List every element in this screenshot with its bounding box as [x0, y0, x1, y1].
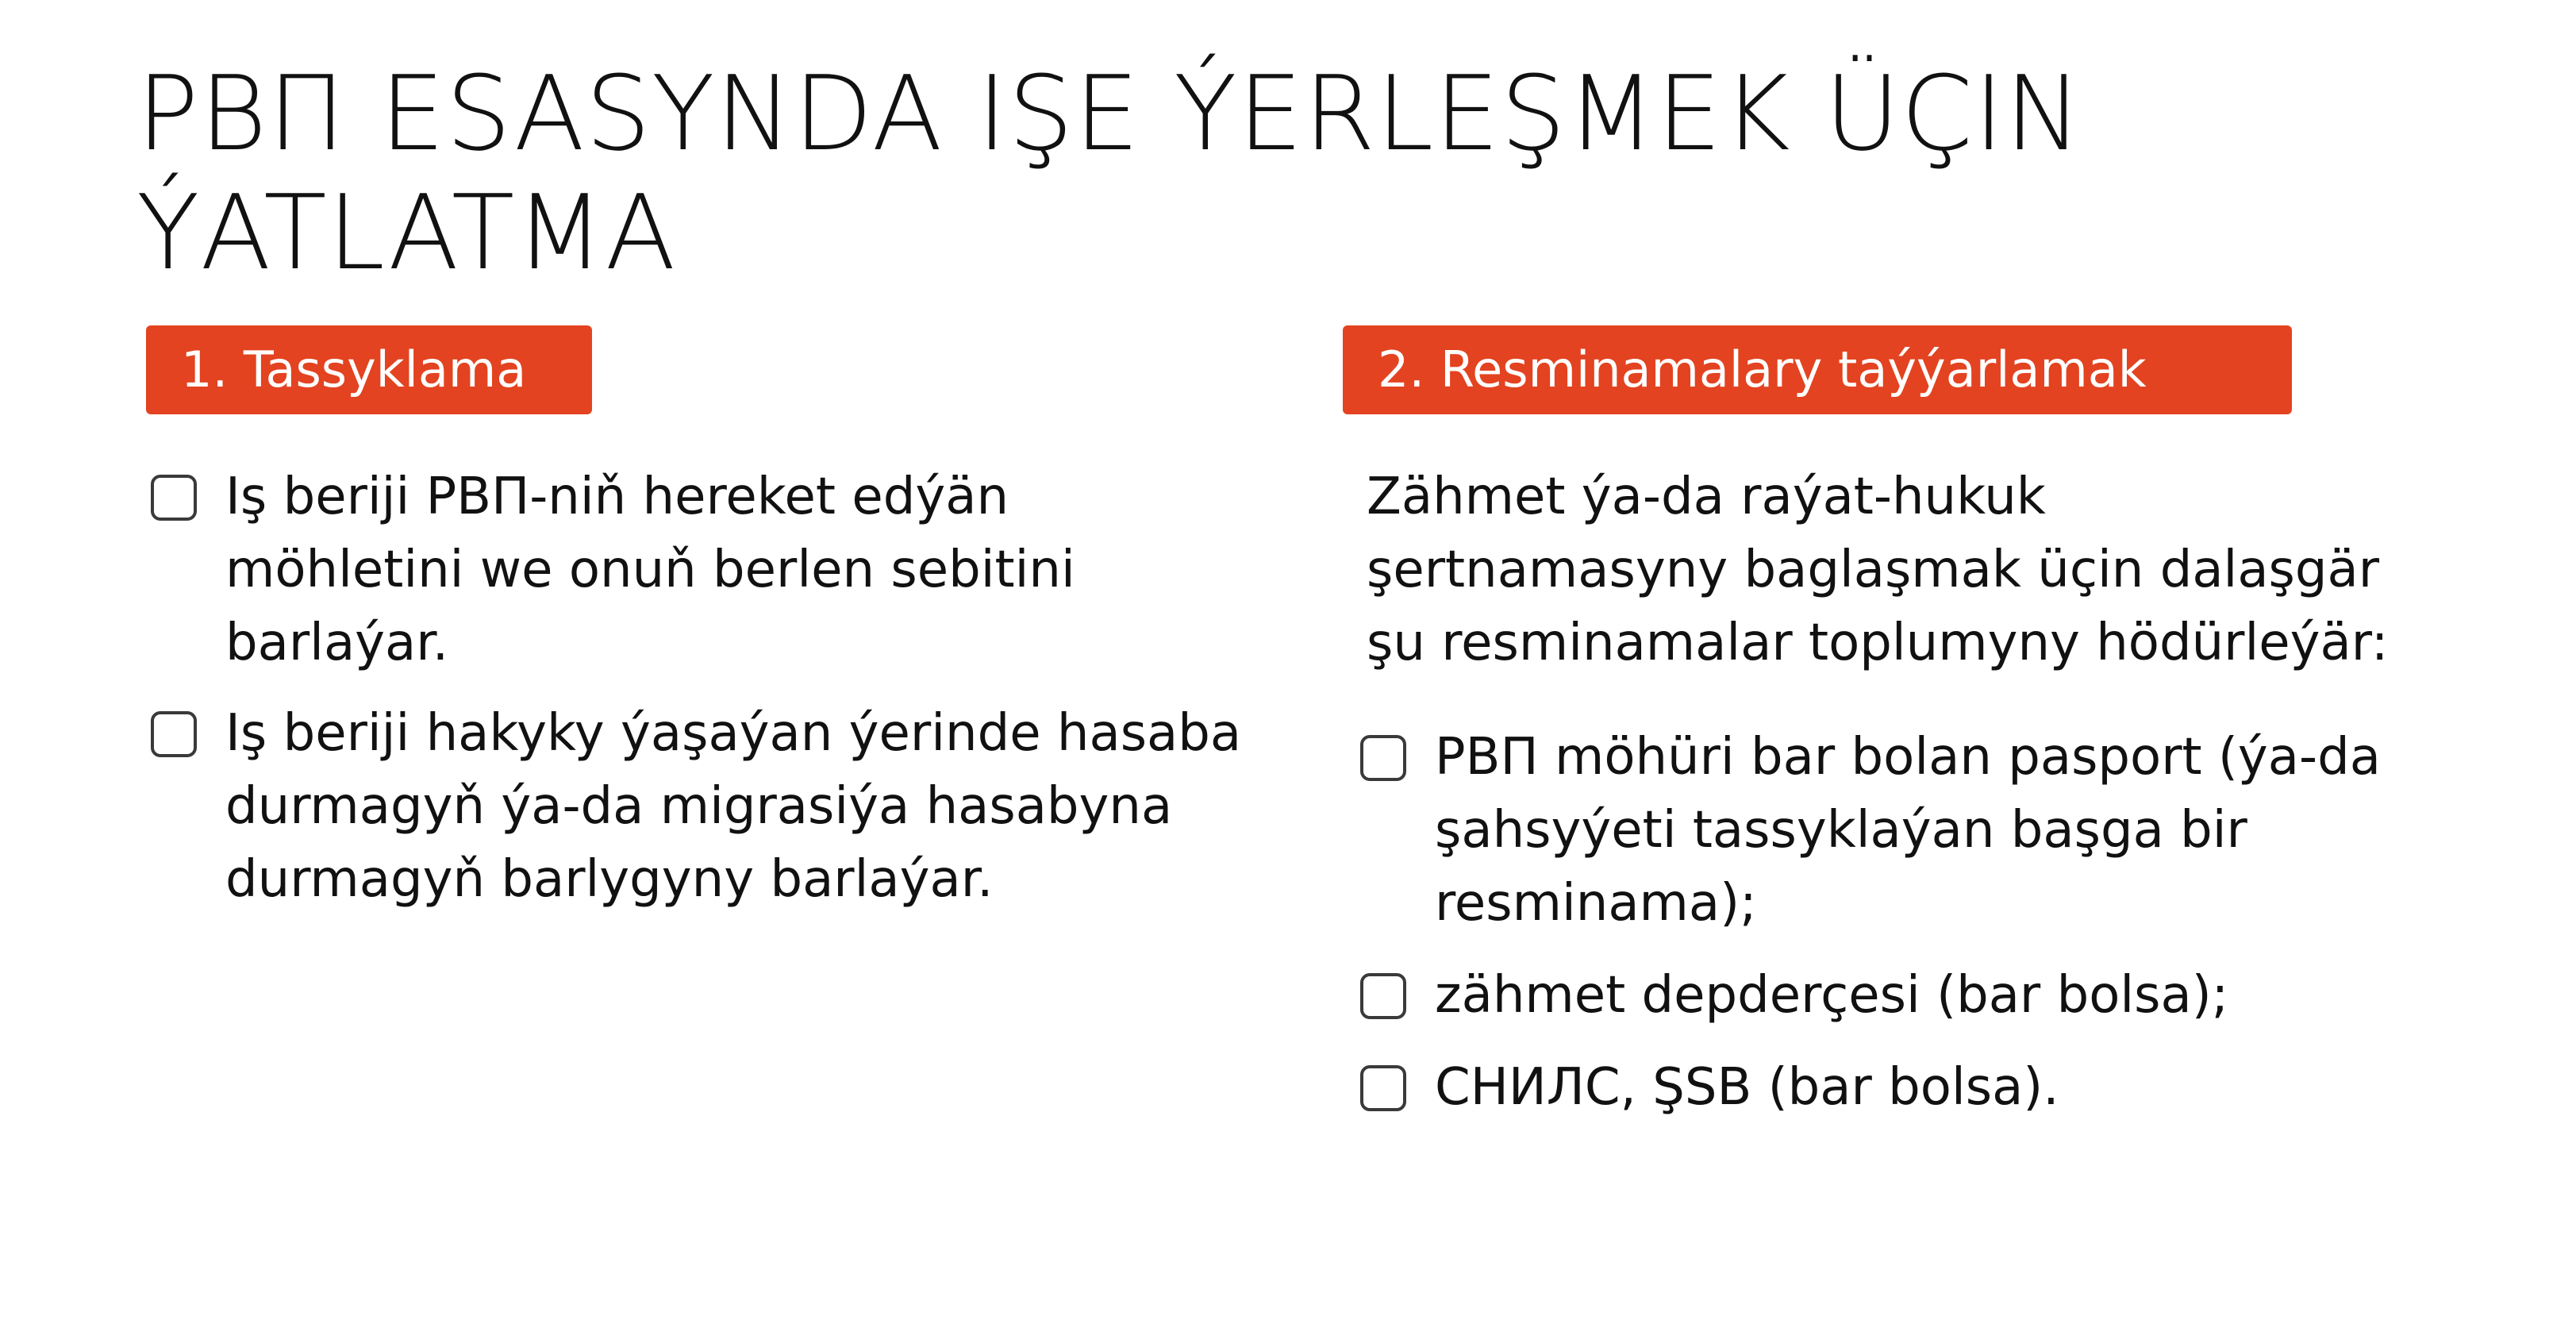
checklist-item	[151, 697, 1246, 916]
checklist-item	[151, 460, 1246, 679]
checklist-item	[1360, 1051, 2478, 1124]
checklist-item-text: РВП möhüri bar bolan pasport (ýa-da şahsyýeti tassyklaýan başga bir resminama);	[1435, 728, 2381, 933]
verification-checklist	[151, 460, 1246, 933]
checkbox-icon[interactable]	[1360, 735, 1406, 781]
checkbox-icon[interactable]	[151, 711, 197, 757]
checkbox-icon[interactable]	[1360, 973, 1406, 1019]
checklist-item-text: zähmet depderçesi (bar bolsa);	[1435, 966, 2229, 1025]
checklist-item	[1360, 721, 2478, 940]
documents-checklist	[1367, 460, 2478, 1143]
section-badge-verification: 1. Tassyklama	[146, 325, 592, 414]
checkbox-icon[interactable]	[151, 475, 197, 521]
checklist-item	[1360, 959, 2478, 1032]
section-badge-documents: 2. Resminamalary taýýarlamak	[1343, 325, 2292, 414]
page-title: РВП ESASYNDA IŞE ÝERLEŞMEK ÜÇIN ÝATLATMA	[136, 53, 2083, 293]
documents-intro: Zähmet ýa-da raýat-hukuk şertnamasyny baglaşmak üçin dalaşgär şu resminamalar toplumyny hödürleýär:	[1367, 468, 2389, 672]
checklist-item-text: СНИЛС, ŞSB (bar bolsa).	[1435, 1058, 2059, 1117]
checklist-item-text: Iş beriji hakyky ýaşaýan ýerinde hasaba durmagyň ýa-da migrasiýa hasabyna durmagyň barlygyny barlaýar.	[225, 704, 1242, 909]
checkbox-icon[interactable]	[1360, 1065, 1406, 1111]
checklist-item-text: Iş beriji РВП-niň hereket edýän möhletini we onuň berlen sebitini barlaýar.	[225, 468, 1075, 672]
